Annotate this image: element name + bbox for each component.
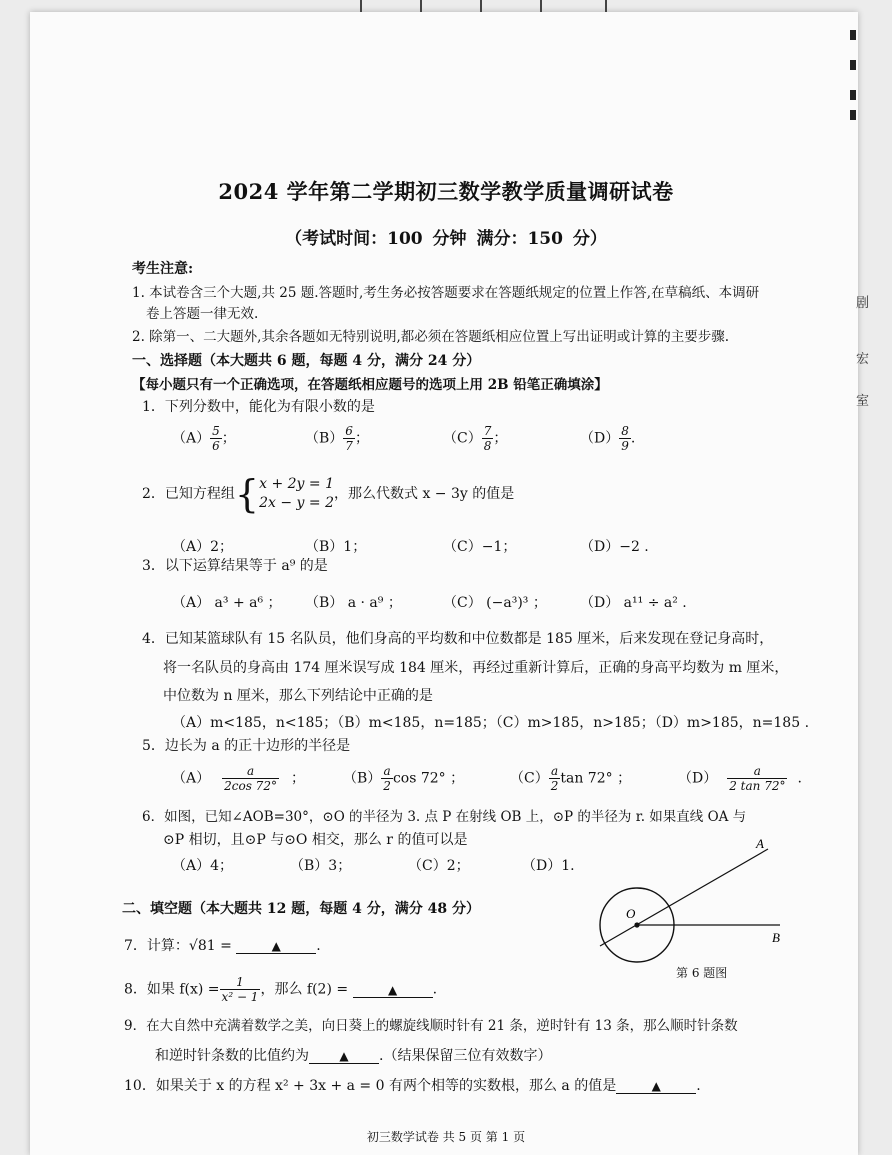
notice-item-1-cont: 卷上答题一律无效.: [146, 306, 259, 322]
q3-option-b: （B） a · a⁹ ；: [305, 595, 402, 611]
section1-instruction: 【每小题只有一个正确选项，在答题纸相应题号的选项上用 2B 铅笔正确填涂】: [132, 377, 608, 393]
answer-blank: ▲: [353, 983, 433, 998]
q2-option-d: （D）−2 .: [580, 539, 649, 555]
label-o: O: [626, 906, 636, 921]
section2-heading: 二、填空题（本大题共 12 题，每题 4 分，满分 48 分）: [122, 901, 480, 917]
q5-option-b: （B） $\frac{a}{2}$ cos 72° ；: [343, 764, 465, 793]
q4-line-3: 中位数为 n 厘米，那么下列结论中正确的是: [163, 688, 433, 704]
q1-option-c: （C） $\frac{7}{8}$ ；: [443, 424, 508, 453]
label-b: B: [772, 930, 780, 945]
q2-option-a: （A）2；: [172, 539, 234, 555]
label-a: A: [756, 836, 764, 851]
q6-line-1: 6．如图，已知∠AOB=30°，⊙O 的半径为 3. 点 P 在射线 OB 上，⊙P 的半径为 r. 如果直线 OA 与: [142, 809, 747, 825]
answer-blank: ▲: [309, 1049, 379, 1064]
page-footer: 初三数学试卷 共 5 页 第 1 页: [366, 1130, 526, 1144]
q5-option-c: （C） $\frac{a}{2}$ tan 72° ；: [510, 764, 632, 793]
q10: 10．如果关于 x 的方程 x² + 3x + a = 0 有两个相等的实数根，那么 a 的值是 ▲ .: [124, 1078, 701, 1094]
q7: 7．计算：√81 = ▲ .: [124, 938, 321, 954]
exam-title: 2024 学年第二学期初三数学教学质量调研试卷: [218, 179, 674, 204]
exam-subtitle: （考试时间：100 分钟 满分：150 分）: [285, 229, 607, 249]
q6-option-d: （D）1.: [522, 858, 575, 874]
center-point-o: [634, 922, 639, 927]
q6-line-2: ⊙P 相切，且⊙P 与⊙O 相交，那么 r 的值可以是: [163, 832, 468, 848]
margin-glyph: 室: [856, 394, 870, 409]
notice-item-2: 2. 除第一、二大题外,其余各题如无特别说明,都必须在答题纸相应位置上写出证明或计算的主要步骤.: [132, 329, 730, 345]
q4-line-1: 4．已知某篮球队有 15 名队员，他们身高的平均数和中位数都是 185 厘米，后来发现在登记身高时，: [142, 631, 774, 647]
section1-heading: 一、选择题（本大题共 6 题，每题 4 分，满分 24 分）: [132, 353, 481, 369]
answer-blank: ▲: [236, 939, 316, 954]
q5-option-d: （D） $\frac{a}{2 \tan 72^\circ}$ .: [678, 764, 802, 793]
q4-line-2: 将一名队员的身高由 174 厘米误写成 184 厘米，再经过重新计算后，正确的身高平均数为 m 厘米，: [163, 660, 789, 676]
q3-option-a: （A） a³ + a⁶ ；: [172, 595, 282, 611]
q8: 8．如果 f(x) = $\frac{1}{\text{x² − 1}}$ ，那么 f(2) = ▲ .: [124, 975, 438, 1004]
margin-glyph: 宏: [856, 352, 870, 367]
q6-option-c: （C）2；: [408, 858, 470, 874]
ray-oa: [600, 849, 768, 946]
q5-option-a: （A） $\frac{a}{2\cos 72^\circ}$ ；: [172, 764, 305, 793]
q3-stem: 3．以下运算结果等于 a⁹ 的是: [142, 558, 328, 574]
q4-options: （A）m<185，n<185；（B）m<185，n=185；（C）m>185，n>185；（D）m>185，n=185 .: [172, 715, 810, 731]
notice-item-1: 1. 本试卷含三个大题,共 25 题.答题时,考生务必按答题要求在答题纸规定的位置上作答,在草稿纸、本调研: [132, 285, 760, 301]
q2-option-c: （C）−1；: [443, 539, 517, 555]
q1-option-d: （D） $\frac{8}{9}$ .: [580, 424, 636, 453]
q6-option-b: （B）3；: [290, 858, 352, 874]
q5-stem: 5．边长为 a 的正十边形的半径是: [142, 738, 351, 754]
q2-stem: 2．已知方程组{x + 2y = 1 2x − y = 2，那么代数式 x − 3y 的值是: [142, 472, 515, 516]
q9-line-1: 9．在大自然中充满着数学之美，向日葵上的螺旋线顺时针有 21 条，逆时针有 13 条，那么顺时针条数: [124, 1018, 738, 1034]
q1-option-b: （B） $\frac{6}{7}$ ；: [305, 424, 369, 453]
margin-glyph: 剧: [856, 296, 870, 311]
q3-option-d: （D） a¹¹ ÷ a² .: [580, 595, 687, 611]
answer-blank: ▲: [616, 1079, 696, 1094]
notice-heading: 考生注意:: [132, 261, 194, 277]
q6-option-a: （A）4；: [172, 858, 234, 874]
q1-option-a: （A） $\frac{5}{6}$ ；: [172, 424, 236, 453]
q1-stem: 1．下列分数中，能化为有限小数的是: [142, 399, 375, 415]
q2-option-b: （B）1；: [305, 539, 367, 555]
figure-caption: 第 6 题图: [676, 966, 728, 980]
q9-line-2: 和逆时针条数的比值约为 ▲ .（结果保留三位有效数字）: [155, 1048, 552, 1064]
q3-option-c: （C） (−a³)³ ；: [443, 595, 547, 611]
